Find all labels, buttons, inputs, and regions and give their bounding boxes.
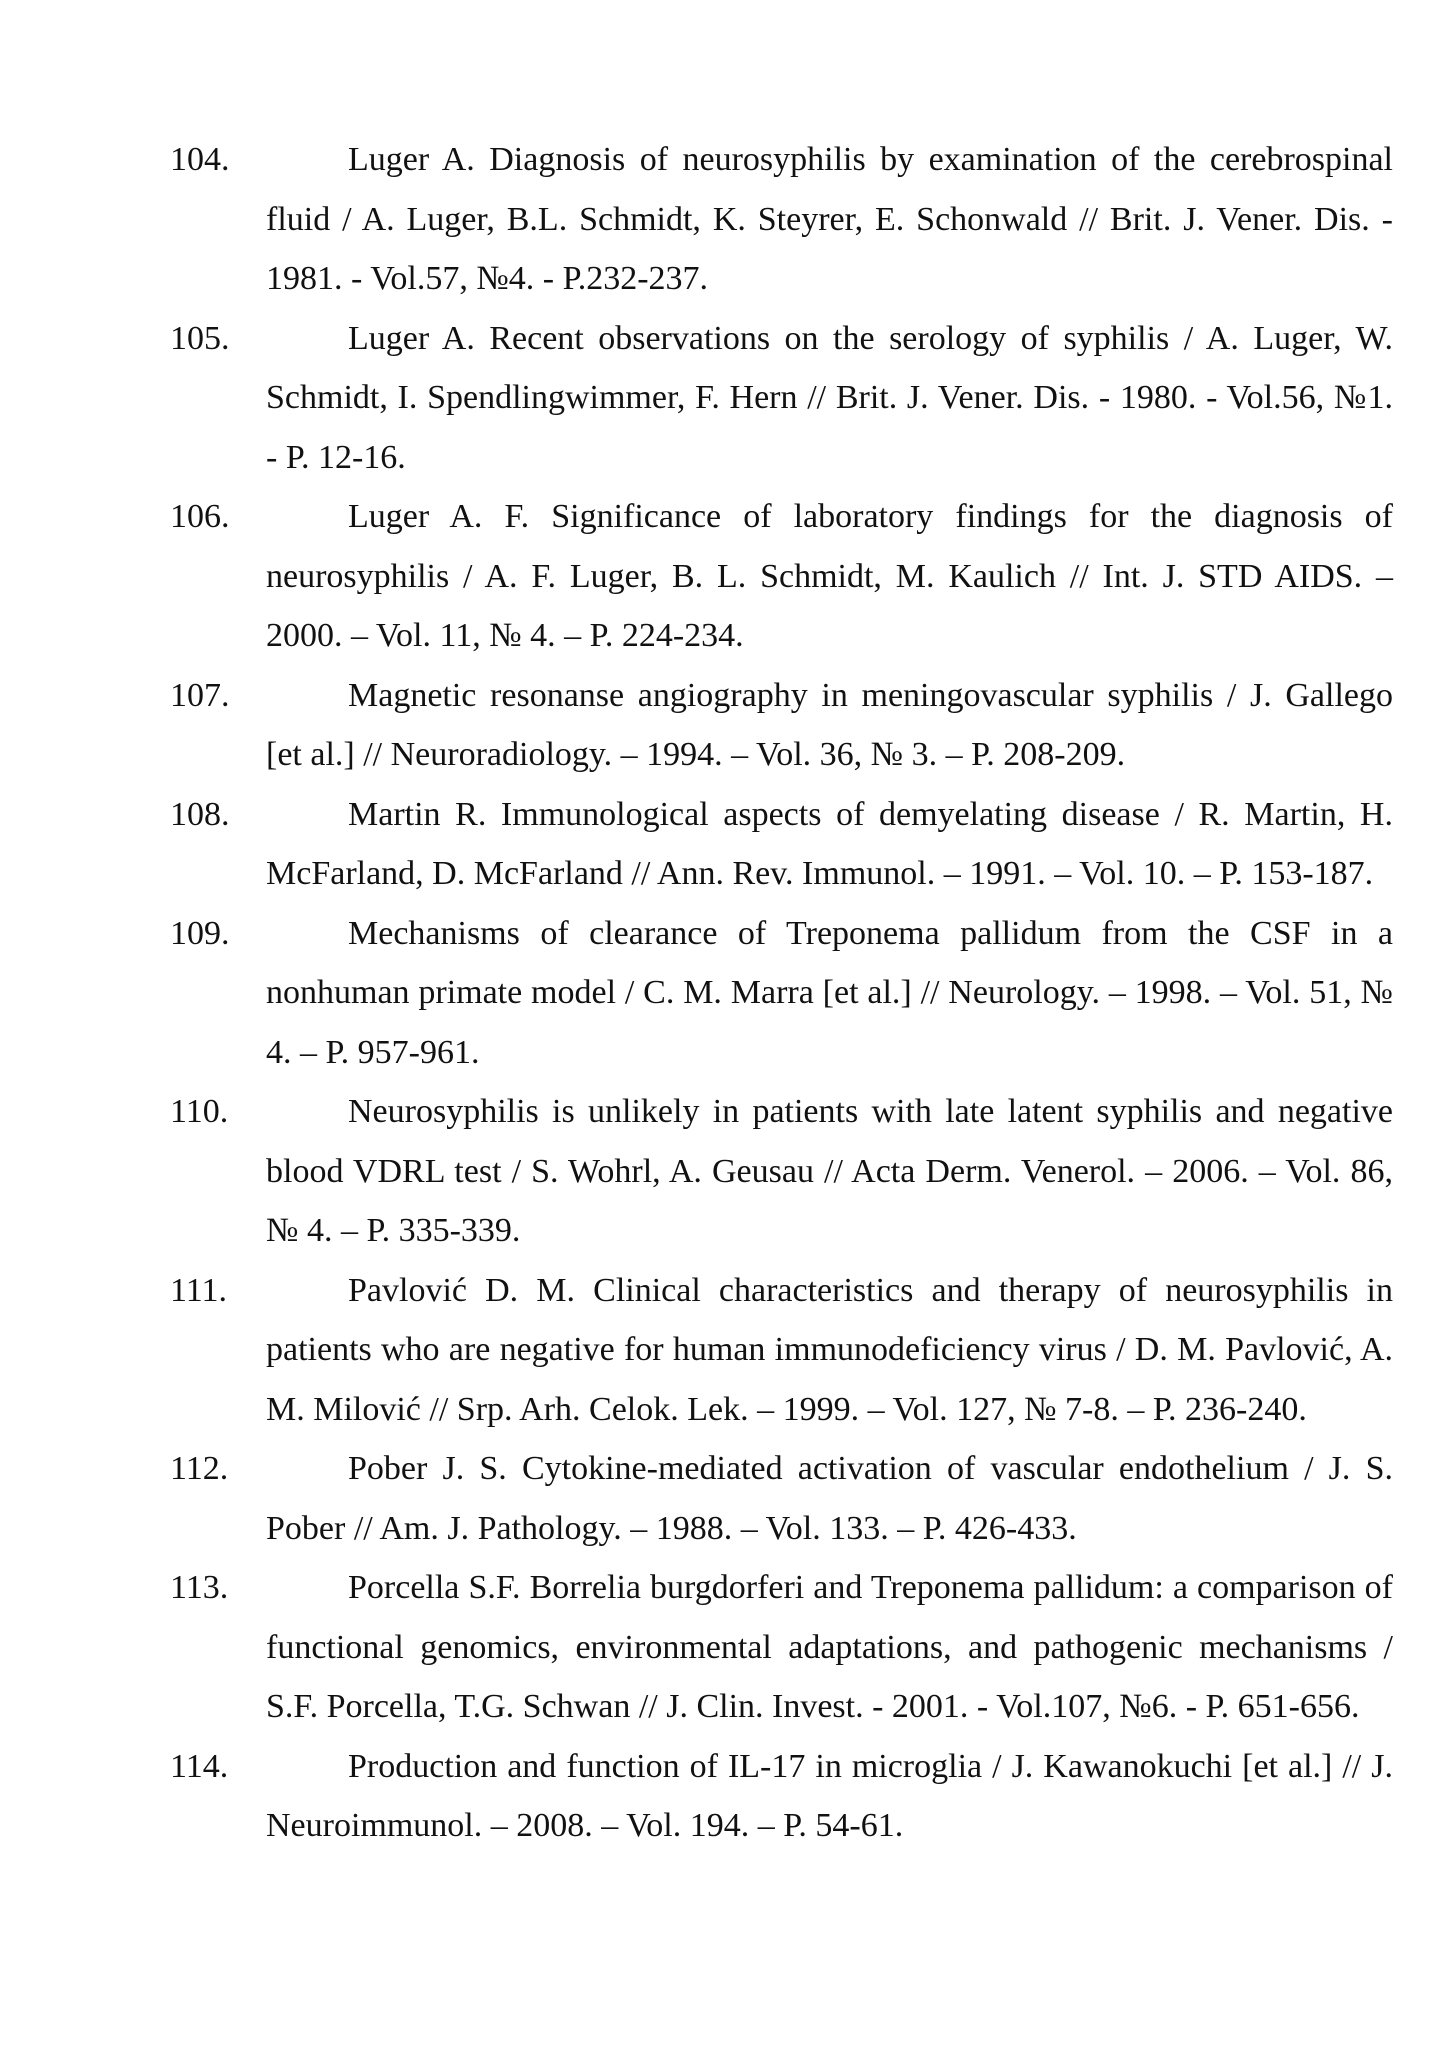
reference-item [170,666,1393,785]
reference-item [170,1558,1393,1737]
reference-text: Magnetic resonanse angiography in meningovascular syphilis / J. Gallego [et al.] // Neuroradiology. – 1994. – Vol. 36, № 3. – P. 208-209. [266,676,1393,773]
reference-number: 112. [170,1450,229,1487]
reference-number: 109. [170,914,230,952]
reference-number: 105. [170,319,230,357]
reference-number: 113. [170,1569,229,1606]
reference-number: 111. [170,1271,227,1309]
reference-item [170,1439,1393,1558]
reference-text: Pavlović D. M. Clinical characteristics and therapy of neurosyphilis in patients who are negative for human immunodeficiency virus / D. M. Pavlović, A. M. Milović // Srp. Arh. Celok. Lek. – 1999. – Vol. 127, № 7-8. – P. 236-240. [266,1271,1393,1428]
reference-text: Martin R. Immunological aspects of demyelating disease / R. Martin, H. McFarland, D. McFarland // Ann. Rev. Immunol. – 1991. – Vol. 10. – P. 153-187. [266,795,1393,892]
reference-item [170,130,1393,309]
reference-item [170,1737,1393,1856]
reference-text: Porcella S.F. Borrelia burgdorferi and Treponema pallidum: a comparison of functional genomics, environmental adaptations, and pathogenic mechanisms / S.F. Porcella, T.G. Schwan // J. Clin. Invest. - 2001. - Vol.107, №6. - P. 651-656. [266,1569,1393,1725]
reference-list [170,130,1393,1856]
reference-text: Production and function of IL-17 in microglia / J. Kawanokuchi [et al.] // J. Neuroimmunol. – 2008. – Vol. 194. – P. 54-61. [266,1747,1393,1844]
reference-number: 106. [170,498,230,535]
reference-item [170,1261,1393,1440]
reference-number: 104. [170,141,230,178]
reference-text: Pober J. S. Cytokine-mediated activation of vascular endothelium / J. S. Pober // Am. J. Pathology. – 1988. – Vol. 133. – P. 426-433. [266,1450,1393,1547]
reference-item [170,1082,1393,1261]
reference-item [170,904,1393,1083]
reference-text: Neurosyphilis is unlikely in patients with late latent syphilis and negative blood VDRL test / S. Wohrl, A. Geusau // Acta Derm. Venerol. – 2006. – Vol. 86, № 4. – P. 335-339. [266,1093,1393,1249]
reference-item [170,309,1393,488]
reference-text: Luger A. F. Significance of laboratory findings for the diagnosis of neurosyphilis / A. F. Luger, B. L. Schmidt, M. Kaulich // Int. J. STD AIDS. – 2000. – Vol. 11, № 4. – P. 224-234. [266,498,1393,654]
reference-number: 110. [170,1093,229,1130]
reference-number: 108. [170,795,230,833]
reference-item [170,785,1393,904]
reference-text: Luger A. Diagnosis of neurosyphilis by examination of the cerebrospinal fluid / A. Luger, B.L. Schmidt, K. Steyrer, E. Schonwald // Brit. J. Vener. Dis. - 1981. - Vol.57, №4. - P.232-237. [266,141,1393,297]
reference-number: 114. [170,1747,229,1785]
reference-number: 107. [170,676,230,714]
reference-text: Luger A. Recent observations on the serology of syphilis / A. Luger, W. Schmidt, I. Spendlingwimmer, F. Hern // Brit. J. Vener. Dis. - 1980. - Vol.56, №1. - P. 12-16. [266,319,1393,476]
reference-item [170,487,1393,666]
reference-text: Mechanisms of clearance of Treponema pallidum from the CSF in a nonhuman primate model / C. M. Marra [et al.] // Neurology. – 1998. – Vol. 51, № 4. – P. 957-961. [266,914,1393,1071]
